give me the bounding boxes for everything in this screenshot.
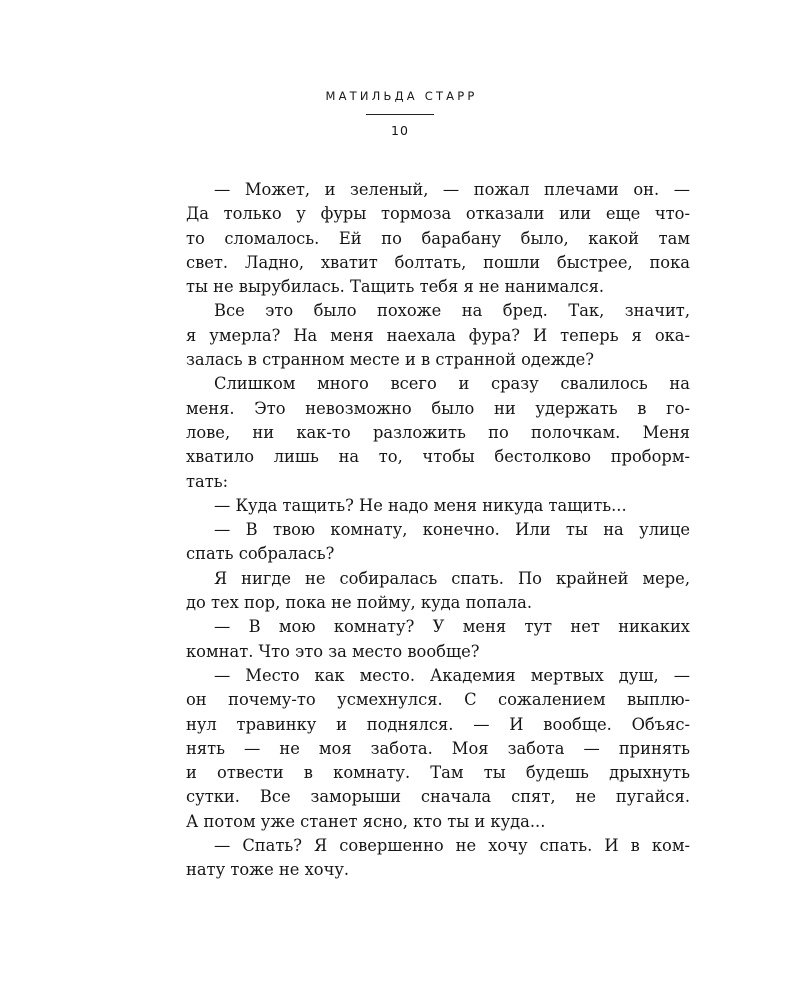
- header-divider: [366, 114, 434, 115]
- text-line: спать собралась?: [186, 544, 335, 564]
- text-line: тать:: [186, 471, 229, 491]
- text-line: меня. Это невозможно было ни удержать в го-: [186, 398, 690, 418]
- text-line: залась в странном месте и в странной одежде?: [186, 350, 594, 370]
- text-line: сутки. Все заморыши сначала спят, не пугайся.: [186, 787, 690, 807]
- text-line: — Спать? Я совершенно не хочу спать. И в ком-: [214, 836, 690, 856]
- text-line: нул травинку и поднялся. — И вообще. Объяс-: [186, 714, 690, 734]
- author-name: МАТИЛЬДА СТАРР: [325, 89, 478, 103]
- text-line: А потом уже станет ясно, кто ты и куда...: [186, 811, 546, 831]
- text-line: свет. Ладно, хватит болтать, пошли быстрее, пока: [186, 252, 690, 272]
- text-line: и отвести в комнату. Там ты будешь дрыхнуть: [186, 763, 690, 783]
- text-line: — В твою комнату, конечно. Или ты на улице: [214, 520, 690, 540]
- text-line: Все это было похоже на бред. Так, значит,: [214, 301, 690, 321]
- text-line: — Может, и зеленый, — пожал плечами он. —: [214, 180, 690, 199]
- text-line: Да только у фуры тормоза отказали или еще что-: [186, 204, 690, 224]
- text-line: нять — не моя забота. Моя забота — принять: [186, 738, 690, 758]
- text-line: — В мою комнату? У меня тут нет никаких: [214, 617, 690, 637]
- text-line: — Место как место. Академия мертвых душ, —: [214, 665, 690, 685]
- text-line: лове, ни как-то разложить по полочкам. Меня: [186, 422, 690, 442]
- text-line: нату тоже не хочу.: [186, 860, 350, 880]
- text-line: он почему-то усмехнулся. С сожалением выплю-: [186, 690, 690, 710]
- running-header: [0, 88, 800, 139]
- text-line: я умерла? На меня наехала фура? И теперь я ока-: [186, 325, 690, 345]
- text-line: до тех пор, пока не пойму, куда попала.: [186, 593, 533, 613]
- page-number: 10: [391, 123, 409, 138]
- text-line: то сломалось. Ей по барабану было, какой там: [186, 228, 690, 248]
- body-text: [186, 178, 690, 883]
- text-line: — Куда тащить? Не надо меня никуда тащить...: [214, 495, 627, 515]
- text-line: Слишком много всего и сразу свалилось на: [214, 374, 690, 394]
- text-line: Я нигде не собиралась спать. По крайней мере,: [214, 568, 690, 588]
- text-line: комнат. Что это за место вообще?: [186, 641, 480, 661]
- text-line: хватило лишь на то, чтобы бестолково проборм-: [186, 447, 690, 467]
- text-line: ты не вырубилась. Тащить тебя я не нанимался.: [186, 277, 605, 297]
